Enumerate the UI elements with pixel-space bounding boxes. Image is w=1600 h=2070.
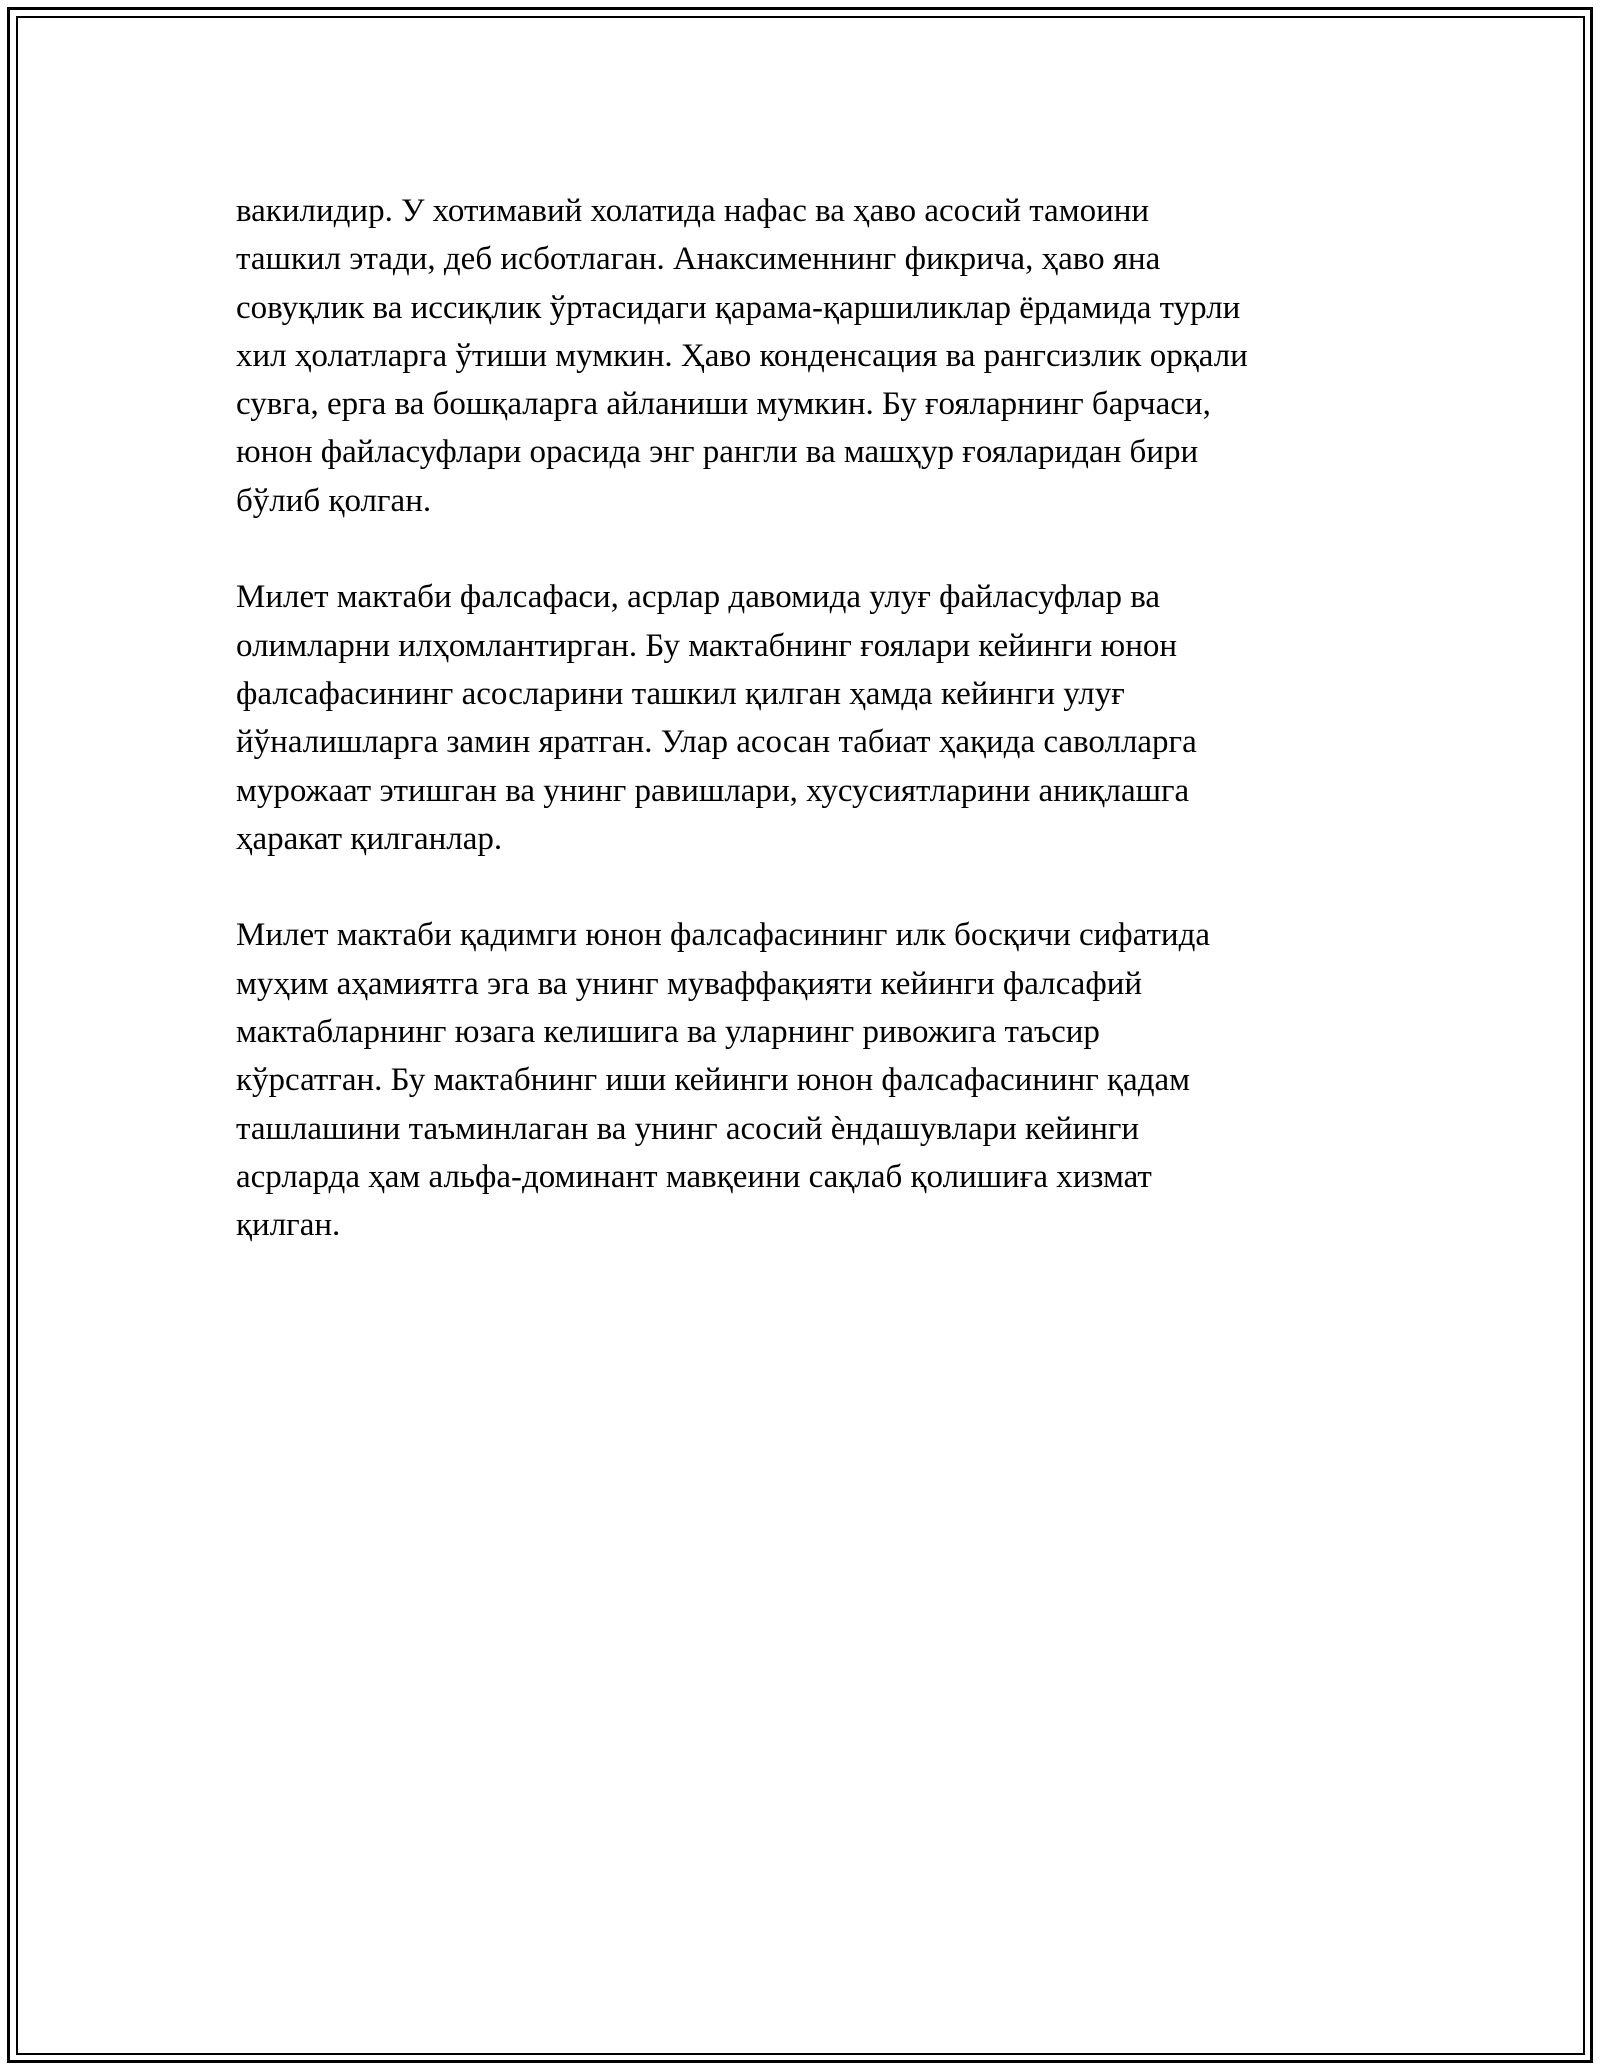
text-line: муҳим аҳамиятга эга ва унинг муваффақияти кейинги фалсафий bbox=[236, 965, 1143, 1002]
paragraph-1 bbox=[236, 187, 1386, 525]
text-line: Милет мактаби қадимги юнон фалсафасининг илк босқичи сифатида bbox=[236, 917, 1210, 954]
paragraph-2 bbox=[236, 573, 1386, 863]
text-line: мактабларнинг юзага келишига ва уларнинг ривожига таъсир bbox=[236, 1014, 1100, 1051]
paragraph-3 bbox=[236, 911, 1386, 1249]
text-line: кўрсатган. Бу мактабнинг иши кейинги юнон фалсафасининг қадам bbox=[236, 1062, 1191, 1099]
text-line: ташкил этади, деб исботлаган. Анаксименнинг фикрича, ҳаво яна bbox=[236, 241, 1161, 278]
text-line: мурожаат этишган ва унинг равишлари, хусусиятларини аниқлашга bbox=[236, 772, 1190, 809]
text-line: вакилидир. У хотимавий холатида нафас ва ҳаво асосий тамоини bbox=[236, 193, 1150, 229]
text-line: ҳаракат қилганлар. bbox=[236, 820, 503, 857]
text-line: фалсафасининг асосларини ташкил қилган ҳамда кейинги улуғ bbox=[236, 675, 1125, 712]
text-line: асрларда ҳам альфа-доминант мавқеини сақлаб қолишиға хизмат bbox=[236, 1158, 1152, 1195]
text-line: Милет мактаби фалсафаси, асрлар давомида улуғ файласуфлар ва bbox=[236, 579, 1161, 616]
text-line: сувга, ерга ва бошқаларга айланиши мумкин. Бу ғояларнинг барчаси, bbox=[236, 386, 1211, 423]
text-line: қилган. bbox=[236, 1207, 341, 1244]
document-body bbox=[236, 187, 1386, 1250]
text-line: олимларни илҳомлантирган. Бу мактабнинг ғоялари кейинги юнон bbox=[236, 627, 1178, 664]
text-line: хил ҳолатларга ўтиши мумкин. Ҳаво конденсация ва рангсизлик орқали bbox=[236, 337, 1248, 374]
text-line: совуқлик ва иссиқлик ўртасидаги қарама-қаршиликлар ёрдамида турли bbox=[236, 289, 1241, 326]
text-line: ташлашини таъминлаган ва унинг асосий ѐндашувлари кейинги bbox=[236, 1110, 1140, 1147]
text-line: юнон файласуфлари орасида энг рангли ва машҳур ғояларидан бири bbox=[236, 434, 1199, 471]
text-line: йўналишларга замин яратган. Улар асосан табиат ҳақида саволларга bbox=[236, 724, 1197, 761]
text-line: бўлиб қолган. bbox=[236, 482, 432, 519]
